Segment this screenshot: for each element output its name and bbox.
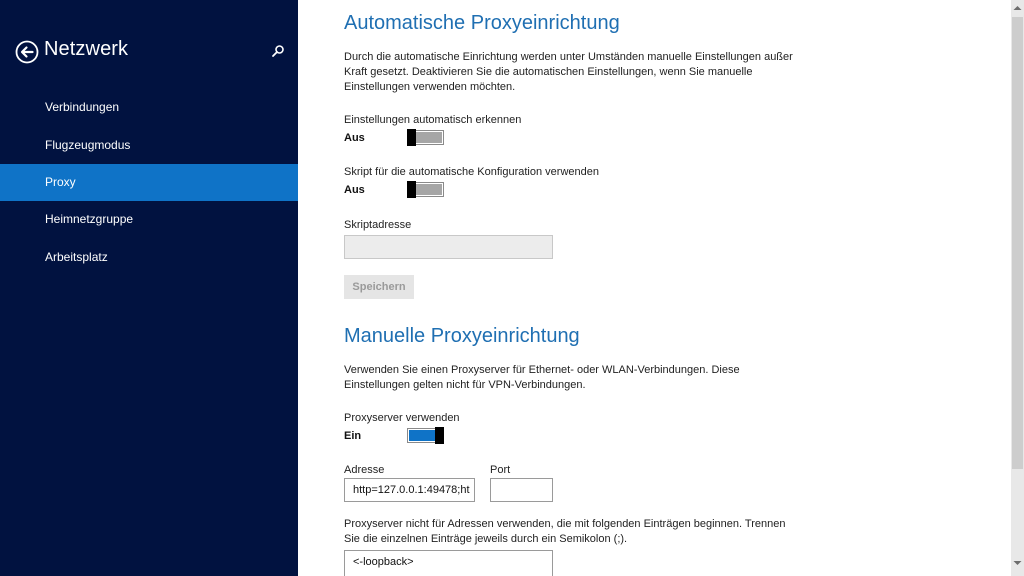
- use-proxy-label: Proxyserver verwenden: [344, 412, 460, 424]
- use-proxy-toggle[interactable]: [407, 428, 444, 443]
- address-input[interactable]: http=127.0.0.1:49478;ht: [344, 478, 475, 502]
- exceptions-input[interactable]: <-loopback>: [344, 550, 553, 576]
- sidebar-title: Netzwerk: [44, 38, 129, 60]
- toggle-knob: [435, 427, 444, 444]
- scroll-up-icon[interactable]: [1012, 2, 1023, 14]
- manual-proxy-description: Verwenden Sie einen Proxyserver für Ethernet- oder WLAN-Verbindungen. Diese Einstellungen gelten nicht für VPN-Verbindungen.: [344, 364, 740, 391]
- port-label: Port: [490, 464, 511, 476]
- toggle-knob: [407, 129, 416, 146]
- scroll-down-icon[interactable]: [1012, 557, 1023, 569]
- sidebar-header: [15, 40, 285, 66]
- sidebar-item-heimnetzgruppe[interactable]: Heimnetzgruppe: [45, 212, 134, 226]
- auto-script-label: Skript für die automatische Konfiguration verwenden: [344, 166, 599, 178]
- automatic-proxy-title: Automatische Proxyeinrichtung: [344, 12, 620, 34]
- address-label: Adresse: [344, 464, 385, 476]
- port-input[interactable]: [490, 478, 553, 502]
- sidebar: [0, 0, 298, 576]
- scrollbar-thumb[interactable]: [1012, 17, 1023, 469]
- auto-detect-state: Aus: [344, 132, 365, 144]
- auto-detect-toggle[interactable]: [407, 130, 444, 145]
- proxy-settings-panel: [344, 0, 994, 576]
- sidebar-item-proxy[interactable]: Proxy: [0, 164, 298, 201]
- manual-proxy-title: Manuelle Proxyeinrichtung: [344, 325, 580, 347]
- auto-script-toggle[interactable]: [407, 182, 444, 197]
- toggle-knob: [407, 181, 416, 198]
- exceptions-description: Proxyserver nicht für Adressen verwenden, die mit folgenden Einträgen beginnen. Trennen Sie die einzelnen Einträge jeweils durch ein Semikolon (;).: [344, 518, 786, 545]
- auto-script-state: Aus: [344, 184, 365, 196]
- script-address-label: Skriptadresse: [344, 219, 412, 231]
- search-icon[interactable]: [271, 44, 285, 58]
- sidebar-item-flugzeugmodus[interactable]: Flugzeugmodus: [45, 138, 131, 152]
- sidebar-item-verbindungen[interactable]: Verbindungen: [45, 100, 120, 114]
- vertical-scrollbar[interactable]: [1011, 0, 1024, 576]
- auto-detect-label: Einstellungen automatisch erkennen: [344, 114, 522, 126]
- script-address-input[interactable]: [344, 235, 553, 259]
- save-button[interactable]: Speichern: [344, 275, 414, 299]
- back-arrow-icon[interactable]: [15, 40, 39, 64]
- sidebar-item-arbeitsplatz[interactable]: Arbeitsplatz: [45, 250, 108, 264]
- automatic-proxy-description: Durch die automatische Einrichtung werden unter Umständen manuelle Einstellungen außer Kraft gesetzt. Deaktivieren Sie die automatischen Einstellungen, wenn Sie manuelle Einstellungen verwenden möchten.: [344, 51, 793, 93]
- use-proxy-state: Ein: [344, 430, 362, 442]
